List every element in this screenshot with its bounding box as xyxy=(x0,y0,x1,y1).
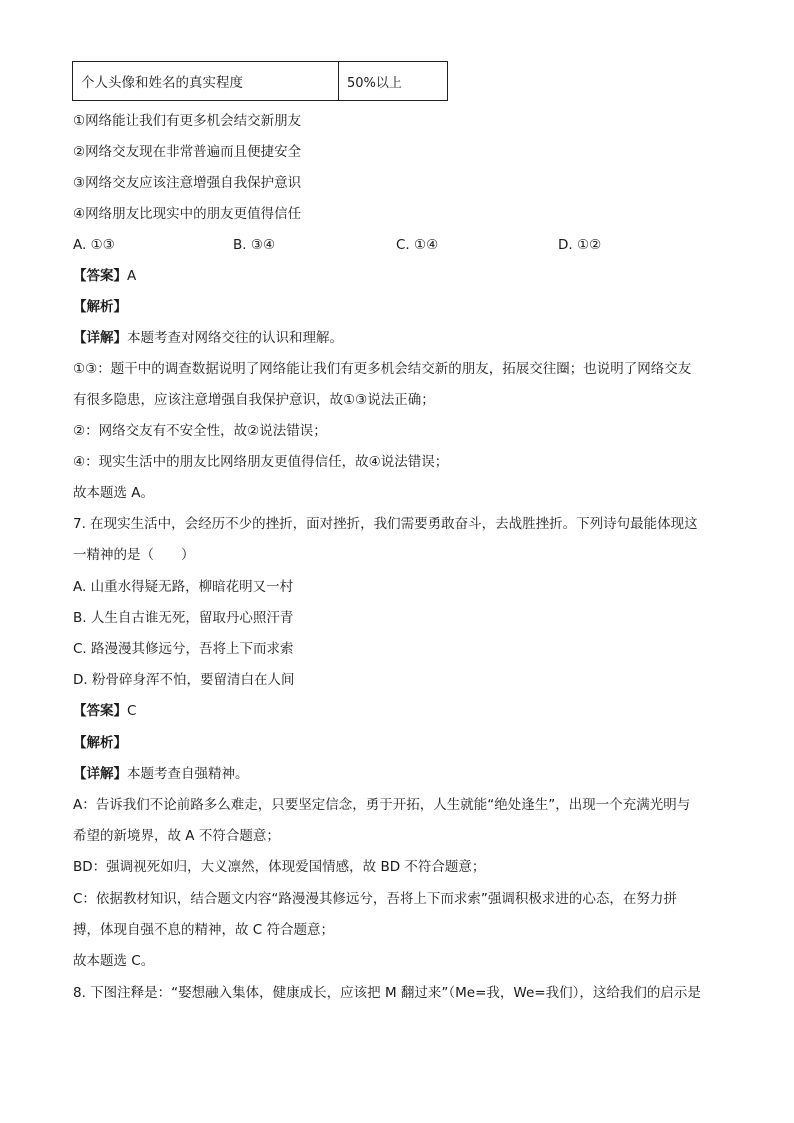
statement-4: ④网络朋友比现实中的朋友更值得信任 xyxy=(73,206,302,222)
answer-tag: 【答案】 xyxy=(73,703,127,719)
q7-explain-line-4: C：依据教材知识，结合题文内容“路漫漫其修远兮，吾将上下而求索”强调积极求进的心态，在努力拼 xyxy=(73,891,677,907)
table-label-cell: 个人头像和姓名的真实程度 xyxy=(73,62,339,100)
q7-option-b: B. 人生自古谁无死，留取丹心照汗青 xyxy=(73,610,294,626)
detail-tag: 【详解】 xyxy=(73,766,127,782)
q7-stem-line-1: 7. 在现实生活中，会经历不少的挫折，面对挫折，我们需要勇敢奋斗，去战胜挫折。下列诗句最能体现这 xyxy=(73,516,698,532)
q7-conclusion: 故本题选 C。 xyxy=(73,953,155,969)
answer-value: C xyxy=(127,703,137,719)
statement-3: ③网络交友应该注意增强自我保护意识 xyxy=(73,175,302,191)
q7-explain-line-1: A：告诉我们不论前路多么难走，只要坚定信念，勇于开拓，人生就能“绝处逢生”，出现一个充满光明与 xyxy=(73,797,691,813)
statement-2: ②网络交友现在非常普遍而且便捷安全 xyxy=(73,144,302,160)
q7-answer xyxy=(73,701,136,721)
q7-option-a: A. 山重水得疑无路，柳暗花明又一村 xyxy=(73,579,294,595)
detail-text: 本题考查自强精神。 xyxy=(127,766,249,782)
q7-option-d: D. 粉骨碎身浑不怕，要留清白在人间 xyxy=(73,672,295,688)
q6-option-b: B. ③④ xyxy=(233,237,276,253)
q6-explain-line-4: ④：现实生活中的朋友比网络朋友更值得信任，故④说法错误； xyxy=(73,454,449,470)
detail-tag: 【详解】 xyxy=(73,330,127,346)
q6-option-c: C. ①④ xyxy=(396,237,439,253)
q6-explain-line-3: ②：网络交友有不安全性，故②说法错误； xyxy=(73,423,327,439)
q7-option-c: C. 路漫漫其修远兮，吾将上下而求索 xyxy=(73,641,294,657)
q6-detail xyxy=(73,328,343,348)
q6-option-a: A. ①③ xyxy=(73,237,115,253)
statement-1: ①网络能让我们有更多机会结交新朋友 xyxy=(73,113,302,129)
table-value-cell: 50%以上 xyxy=(347,75,402,91)
q7-explain-line-3: BD：强调视死如归，大义凛然，体现爱国情感，故 BD 不符合题意； xyxy=(73,859,486,875)
q6-option-d: D. ①② xyxy=(558,237,602,253)
q6-explain-line-2: 有很多隐患，应该注意增强自我保护意识，故①③说法正确； xyxy=(73,392,435,408)
q7-explain-line-5: 搏，体现自强不息的精神，故 C 符合题意； xyxy=(73,922,335,938)
survey-table-row xyxy=(72,61,448,101)
detail-text: 本题考查对网络交往的认识和理解。 xyxy=(127,330,343,346)
q6-answer xyxy=(73,266,136,286)
q7-stem-line-2: 一精神的是（ ） xyxy=(73,547,195,563)
q8-stem: 8. 下图注释是：“娶想融入集体，健康成长，应该把 M 翻过来”（Me=我，We=我们），这给我们的启示是 xyxy=(73,985,701,1001)
q7-detail xyxy=(73,764,249,784)
q6-conclusion: 故本题选 A。 xyxy=(73,485,155,501)
q6-analysis-tag: 【解析】 xyxy=(73,299,127,315)
answer-tag: 【答案】 xyxy=(73,268,127,284)
q7-explain-line-2: 希望的新境界，故 A 不符合题意； xyxy=(73,828,280,844)
answer-value: A xyxy=(127,268,137,284)
q7-analysis-tag: 【解析】 xyxy=(73,735,127,751)
q6-explain-line-1: ①③：题干中的调查数据说明了网络能让我们有更多机会结交新的朋友，拓展交往圈；也说明了网络交友 xyxy=(73,361,692,377)
